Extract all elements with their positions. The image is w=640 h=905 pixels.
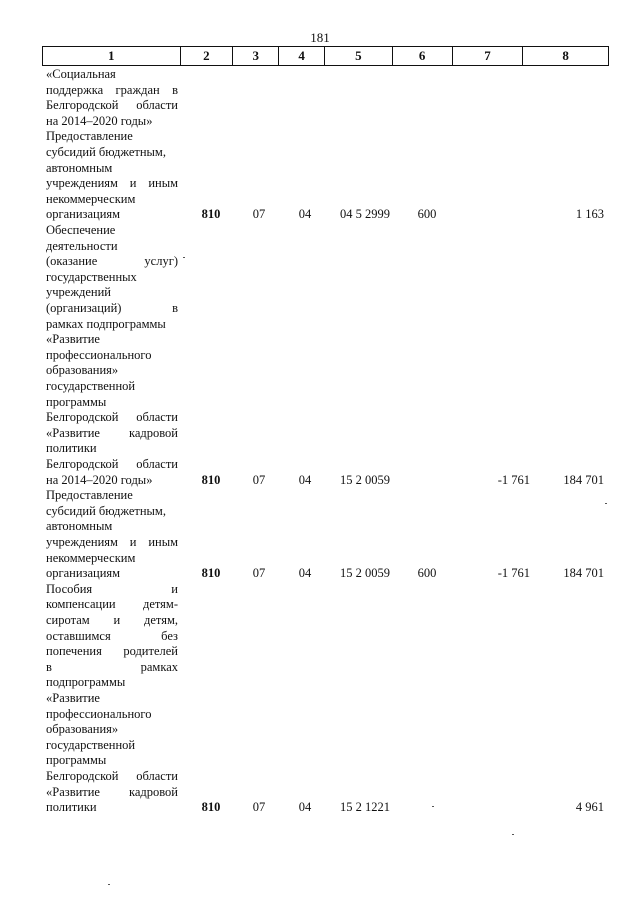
row-1-col-5: 04 5 2999 xyxy=(340,207,390,222)
row-4-col-4: 04 xyxy=(298,800,312,815)
row-4-col-2: 810 xyxy=(201,800,221,815)
description-line: политики xyxy=(46,441,97,456)
description-line: программы xyxy=(46,753,107,768)
row-2-col-5: 15 2 0059 xyxy=(340,472,390,487)
description-line: учреждениям и иным xyxy=(46,534,178,549)
description-line: автономным xyxy=(46,519,113,534)
row-2-col-3: 07 xyxy=(252,472,266,487)
table-header xyxy=(42,46,609,66)
scan-speck xyxy=(432,806,434,807)
row-3-col-8: 184 701 xyxy=(563,566,604,581)
description-line: «Социальная xyxy=(46,67,116,81)
description-line: субсидий бюджетным, xyxy=(46,503,166,518)
row-2-description xyxy=(46,223,178,488)
row-1-col-4: 04 xyxy=(298,207,312,222)
description-line: Белгородской области xyxy=(46,410,178,425)
scan-speck xyxy=(108,884,110,885)
description-line: оставшимся без xyxy=(46,628,178,643)
description-line: субсидий бюджетным, xyxy=(46,144,166,159)
description-line: подпрограммы xyxy=(46,675,126,690)
description-line: на 2014–2020 годы» xyxy=(46,113,153,128)
description-line: образования» xyxy=(46,722,119,737)
description-line: политики xyxy=(46,800,97,815)
description-line: «Развитие кадровой xyxy=(46,784,178,799)
description-line: Предоставление xyxy=(46,488,133,503)
description-line: рамках подпрограммы xyxy=(46,316,166,331)
description-line: государственных xyxy=(46,269,137,284)
description-line: образования» xyxy=(46,363,119,378)
row-3-col-3: 07 xyxy=(252,566,266,581)
description-line: государственной xyxy=(46,737,136,752)
description-line: программы xyxy=(46,394,107,409)
header-col-6: 6 xyxy=(393,47,453,65)
description-line: учреждений xyxy=(46,285,111,300)
row-4-col-8: 4 961 xyxy=(575,800,604,815)
description-line: Белгородской области xyxy=(46,768,178,783)
description-line: на 2014–2020 годы» xyxy=(46,472,153,487)
description-line: профессионального xyxy=(46,347,152,362)
row-1-col-6: 600 xyxy=(417,207,437,222)
header-col-2: 2 xyxy=(181,47,234,65)
row-2-col-2: 810 xyxy=(201,472,221,487)
description-line: Обеспечение xyxy=(46,223,116,237)
description-line: компенсации детям- xyxy=(46,597,178,612)
description-line: (организаций) в xyxy=(46,300,178,315)
description-line: Белгородской области xyxy=(46,98,178,113)
row-1-col-2: 810 xyxy=(201,207,221,222)
header-col-8: 8 xyxy=(562,48,569,63)
description-line: Пособия и xyxy=(46,581,178,596)
row-2-col-4: 04 xyxy=(298,472,312,487)
description-line: «Развитие кадровой xyxy=(46,425,178,440)
row-3-description xyxy=(46,488,178,582)
row-description xyxy=(46,67,178,129)
description-line: некоммерческим xyxy=(46,191,136,206)
description-line: Предоставление xyxy=(46,129,133,144)
description-line: «Развитие xyxy=(46,690,100,705)
row-2-col-8: 184 701 xyxy=(563,472,604,487)
description-line: деятельности xyxy=(46,238,118,253)
row-2-col-7: -1 761 xyxy=(497,472,530,487)
header-col-1: 1 xyxy=(43,47,181,65)
row-3-col-6: 600 xyxy=(417,566,437,581)
description-line: сиротам и детям, xyxy=(46,612,178,627)
description-line: поддержка граждан в xyxy=(46,82,178,97)
header-col-5: 5 xyxy=(325,47,393,65)
row-1-description xyxy=(46,129,178,223)
description-line: организациям xyxy=(46,566,121,581)
row-3-col-5: 15 2 0059 xyxy=(340,566,390,581)
description-line: «Развитие xyxy=(46,332,100,347)
description-line: попечения родителей xyxy=(46,644,178,659)
header-col-4: 4 xyxy=(279,47,325,65)
description-line: (оказание услуг) xyxy=(46,254,178,269)
scan-speck xyxy=(605,503,607,504)
row-4-col-5: 15 2 1221 xyxy=(340,800,390,815)
description-line: автономным xyxy=(46,160,113,175)
scan-speck xyxy=(183,257,185,258)
header-col-7: 7 xyxy=(453,47,524,65)
description-line: государственной xyxy=(46,378,136,393)
scan-speck xyxy=(512,834,514,835)
header-col-3: 3 xyxy=(233,47,279,65)
row-1-col-8: 1 163 xyxy=(575,207,604,222)
row-1-col-3: 07 xyxy=(252,207,266,222)
description-line: в рамках xyxy=(46,659,178,674)
description-line: учреждениям и иным xyxy=(46,176,178,191)
row-3-col-7: -1 761 xyxy=(497,566,530,581)
description-line: организациям xyxy=(46,207,121,222)
description-line: Белгородской области xyxy=(46,456,178,471)
row-4-col-3: 07 xyxy=(252,800,266,815)
row-3-col-4: 04 xyxy=(298,566,312,581)
row-3-col-2: 810 xyxy=(201,566,221,581)
description-line: профессионального xyxy=(46,706,152,721)
description-line: некоммерческим xyxy=(46,550,136,565)
row-4-description xyxy=(46,582,178,816)
page-number: 181 xyxy=(310,30,330,45)
